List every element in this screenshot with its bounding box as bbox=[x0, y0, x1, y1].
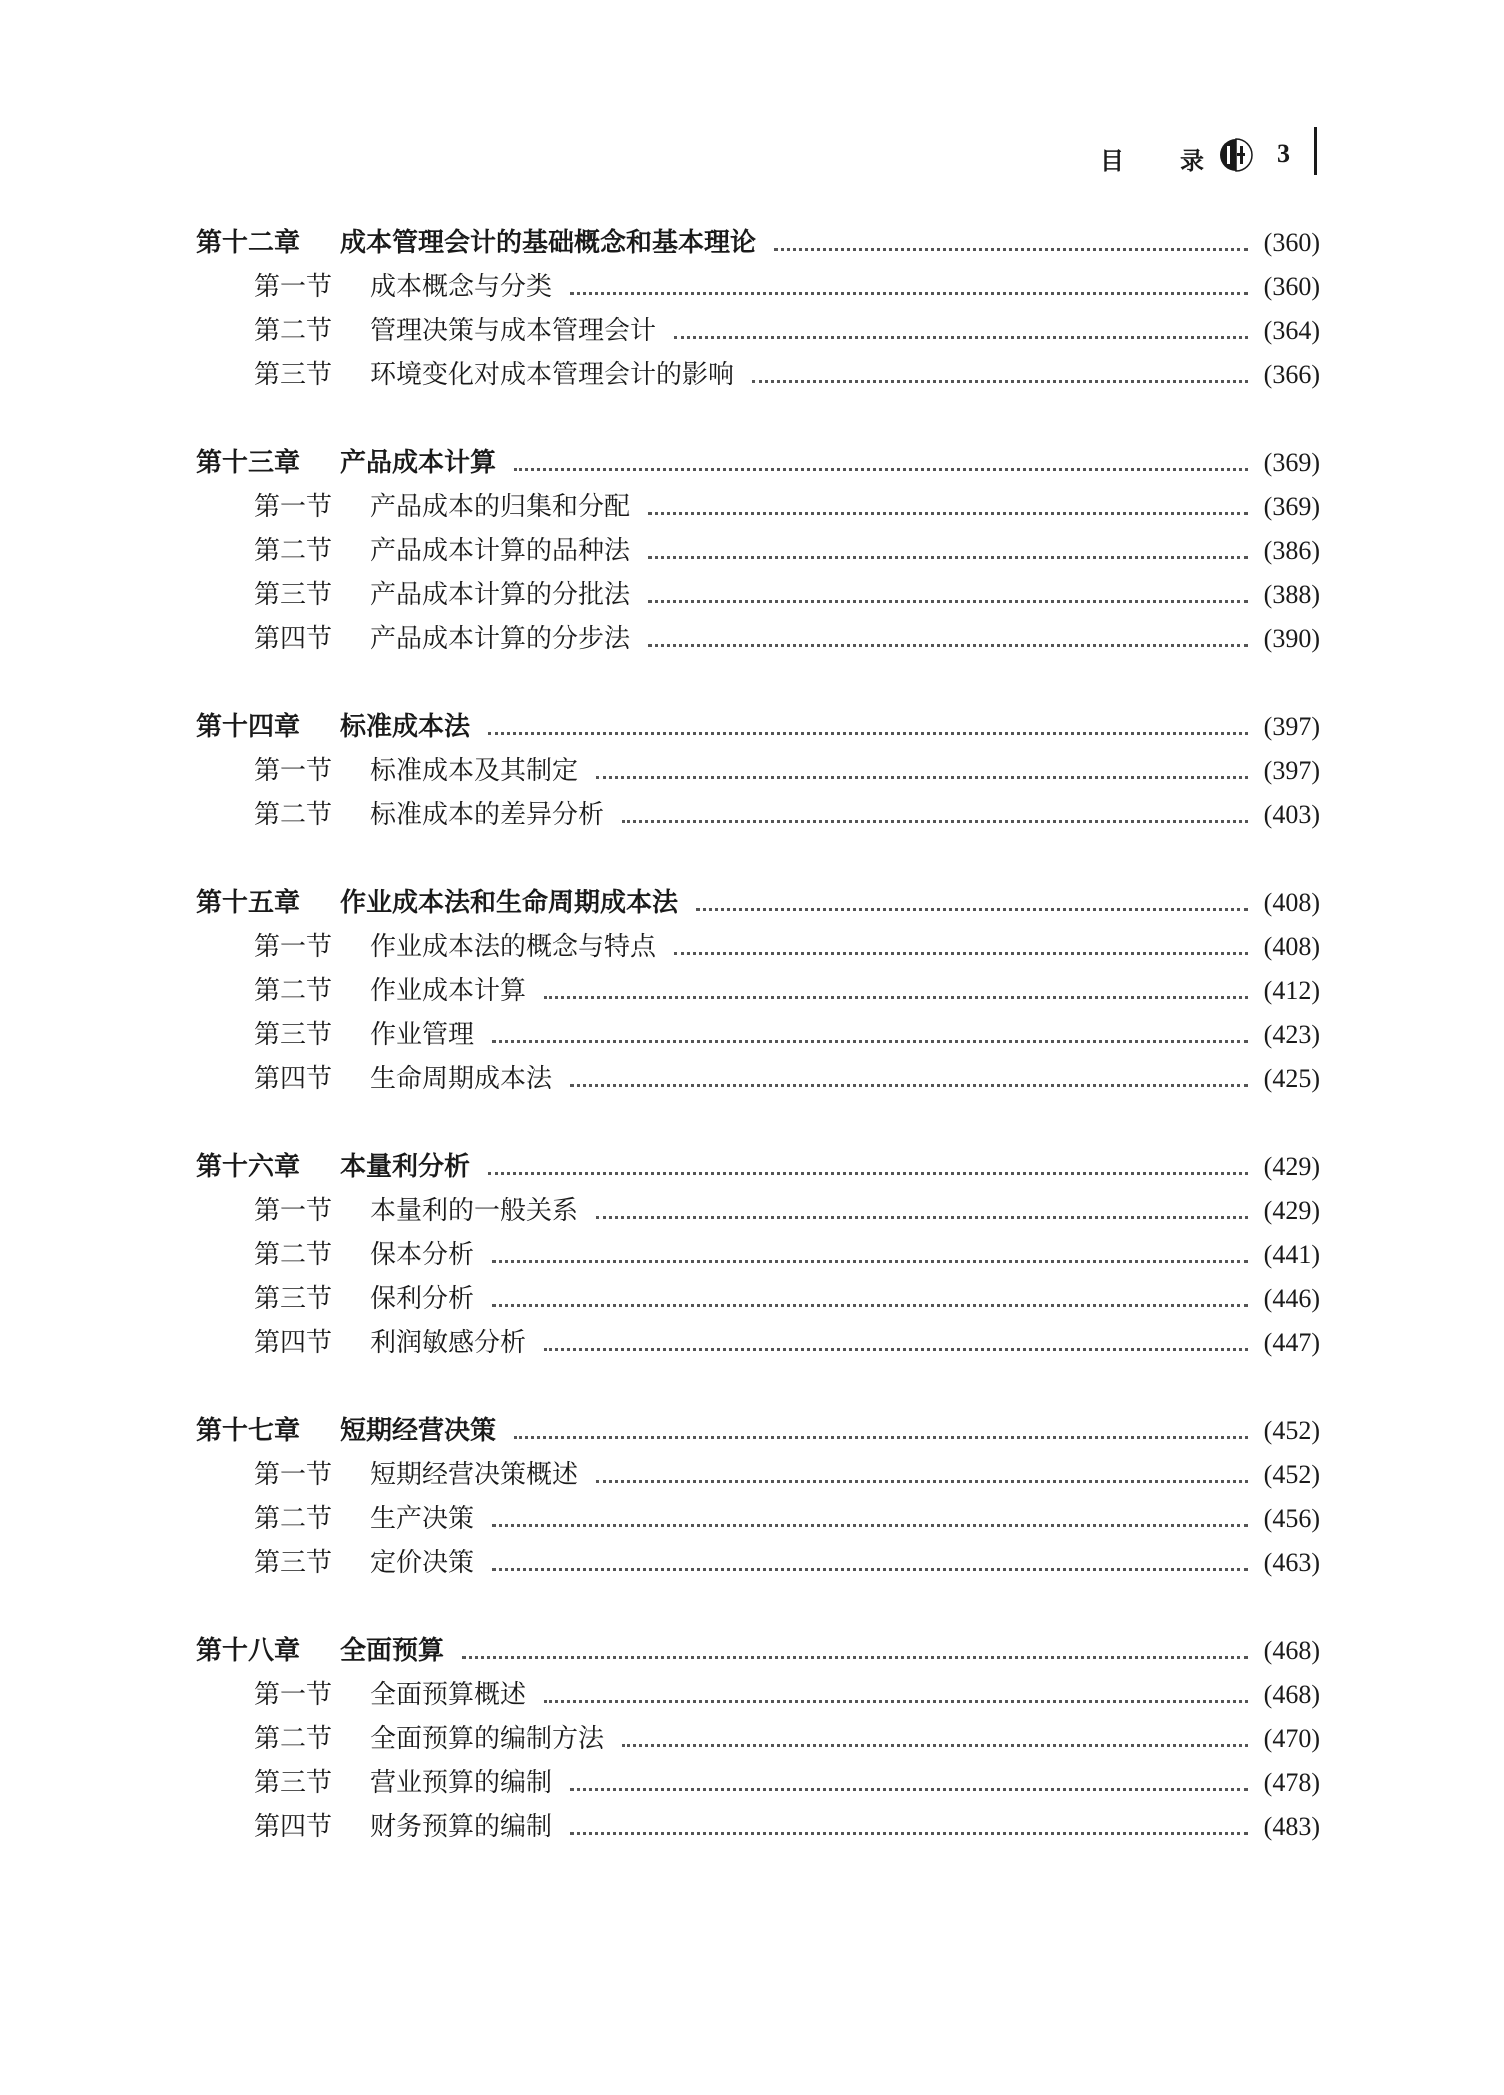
toc-section-entry[interactable] bbox=[196, 1806, 1320, 1850]
dot-leader bbox=[570, 1084, 1248, 1087]
dot-leader bbox=[622, 820, 1248, 823]
toc-chapter-entry[interactable] bbox=[196, 1630, 1320, 1674]
section-page: (388) bbox=[1263, 580, 1320, 609]
section-number: 第二节 bbox=[254, 1724, 333, 1754]
dot-leader bbox=[622, 1744, 1248, 1747]
section-number: 第一节 bbox=[254, 492, 333, 522]
section-page: (468) bbox=[1263, 1680, 1320, 1709]
section-number: 第一节 bbox=[254, 1460, 333, 1490]
chapter-block bbox=[196, 1630, 1320, 1850]
chapter-number: 第十二章 bbox=[196, 228, 301, 258]
section-number: 第二节 bbox=[254, 800, 333, 830]
dot-leader bbox=[696, 908, 1248, 911]
toc-chapter-entry[interactable] bbox=[196, 882, 1320, 926]
section-title: 保本分析 bbox=[370, 1240, 475, 1270]
toc-section-entry[interactable] bbox=[196, 1762, 1320, 1806]
dot-leader bbox=[570, 1832, 1248, 1835]
section-number: 第二节 bbox=[254, 1240, 333, 1270]
section-number: 第四节 bbox=[254, 1064, 333, 1094]
toc-section-entry[interactable] bbox=[196, 1234, 1320, 1278]
section-page: (463) bbox=[1263, 1548, 1320, 1577]
toc-chapter-entry[interactable] bbox=[196, 1410, 1320, 1454]
section-page: (397) bbox=[1263, 756, 1320, 785]
toc-section-entry[interactable] bbox=[196, 1674, 1320, 1718]
section-number: 第三节 bbox=[254, 1548, 333, 1578]
chapter-number: 第十六章 bbox=[196, 1152, 301, 1182]
section-page: (423) bbox=[1263, 1020, 1320, 1049]
toc-chapter-entry[interactable] bbox=[196, 1146, 1320, 1190]
dot-leader bbox=[648, 512, 1248, 515]
dot-leader bbox=[596, 1480, 1248, 1483]
section-page: (447) bbox=[1263, 1328, 1320, 1357]
toc-section-entry[interactable] bbox=[196, 1542, 1320, 1586]
section-number: 第二节 bbox=[254, 316, 333, 346]
section-title: 标准成本及其制定 bbox=[370, 756, 579, 786]
dot-leader bbox=[648, 556, 1248, 559]
dot-leader bbox=[514, 468, 1248, 471]
chapter-number: 第十五章 bbox=[196, 888, 301, 918]
section-number: 第三节 bbox=[254, 580, 333, 610]
toc-section-entry[interactable] bbox=[196, 1718, 1320, 1762]
header-rule bbox=[1314, 127, 1317, 175]
dot-leader bbox=[596, 1216, 1248, 1219]
chapter-number: 第十七章 bbox=[196, 1416, 301, 1446]
dot-leader bbox=[492, 1260, 1248, 1263]
toc-section-entry[interactable] bbox=[196, 1190, 1320, 1234]
chapter-page: (452) bbox=[1263, 1416, 1320, 1445]
chapter-block bbox=[196, 1146, 1320, 1366]
dot-leader bbox=[544, 1348, 1248, 1351]
section-title: 短期经营决策概述 bbox=[370, 1460, 579, 1490]
toc-section-entry[interactable] bbox=[196, 794, 1320, 838]
chapter-block bbox=[196, 706, 1320, 838]
dot-leader bbox=[596, 776, 1248, 779]
section-title: 定价决策 bbox=[370, 1548, 475, 1578]
toc-section-entry[interactable] bbox=[196, 1014, 1320, 1058]
section-title: 全面预算的编制方法 bbox=[370, 1724, 605, 1754]
section-title: 利润敏感分析 bbox=[370, 1328, 527, 1358]
section-page: (369) bbox=[1263, 492, 1320, 521]
section-number: 第四节 bbox=[254, 1812, 333, 1842]
page-number: 3 bbox=[1277, 139, 1290, 168]
dot-leader bbox=[674, 336, 1248, 339]
chapter-title: 短期经营决策 bbox=[340, 1416, 497, 1446]
section-page: (360) bbox=[1263, 272, 1320, 301]
dot-leader bbox=[544, 996, 1248, 999]
dot-leader bbox=[488, 1172, 1248, 1175]
toc-section-entry[interactable] bbox=[196, 750, 1320, 794]
section-page: (429) bbox=[1263, 1196, 1320, 1225]
toc-section-entry[interactable] bbox=[196, 310, 1320, 354]
chapter-page: (369) bbox=[1263, 448, 1320, 477]
section-page: (408) bbox=[1263, 932, 1320, 961]
dot-leader bbox=[544, 1700, 1248, 1703]
section-number: 第一节 bbox=[254, 932, 333, 962]
toc-section-entry[interactable] bbox=[196, 1058, 1320, 1102]
section-page: (470) bbox=[1263, 1724, 1320, 1753]
section-title: 营业预算的编制 bbox=[370, 1768, 553, 1798]
section-title: 作业成本计算 bbox=[370, 976, 527, 1006]
chapter-page: (468) bbox=[1263, 1636, 1320, 1665]
section-page: (412) bbox=[1263, 976, 1320, 1005]
section-number: 第一节 bbox=[254, 1680, 333, 1710]
chapter-block bbox=[196, 882, 1320, 1102]
section-title: 生产决策 bbox=[370, 1504, 475, 1534]
chapter-number: 第十八章 bbox=[196, 1636, 301, 1666]
toc-section-entry[interactable] bbox=[196, 530, 1320, 574]
toc-chapter-entry[interactable] bbox=[196, 442, 1320, 486]
section-title: 管理决策与成本管理会计 bbox=[370, 316, 657, 346]
chapter-page: (360) bbox=[1263, 228, 1320, 257]
dot-leader bbox=[462, 1656, 1248, 1659]
dot-leader bbox=[492, 1304, 1248, 1307]
section-number: 第三节 bbox=[254, 360, 333, 390]
dot-leader bbox=[570, 292, 1248, 295]
section-number: 第二节 bbox=[254, 536, 333, 566]
section-number: 第一节 bbox=[254, 272, 333, 302]
section-title: 产品成本计算的分步法 bbox=[370, 624, 631, 654]
toc-section-entry[interactable] bbox=[196, 1322, 1320, 1366]
dot-leader bbox=[752, 380, 1248, 383]
section-number: 第四节 bbox=[254, 624, 333, 654]
section-page: (456) bbox=[1263, 1504, 1320, 1533]
toc-section-entry[interactable] bbox=[196, 926, 1320, 970]
chapter-page: (429) bbox=[1263, 1152, 1320, 1181]
section-page: (441) bbox=[1263, 1240, 1320, 1269]
section-title: 保利分析 bbox=[370, 1284, 475, 1314]
section-number: 第三节 bbox=[254, 1284, 333, 1314]
dot-leader bbox=[648, 644, 1248, 647]
section-title: 本量利的一般关系 bbox=[370, 1196, 579, 1226]
toc-section-entry[interactable] bbox=[196, 970, 1320, 1014]
header-title-char-1: 目 bbox=[1100, 146, 1124, 175]
dot-leader bbox=[570, 1788, 1248, 1791]
dot-leader bbox=[492, 1040, 1248, 1043]
section-page: (446) bbox=[1263, 1284, 1320, 1313]
section-title: 产品成本计算的品种法 bbox=[370, 536, 631, 566]
section-title: 生命周期成本法 bbox=[370, 1064, 553, 1094]
toc-section-entry[interactable] bbox=[196, 354, 1320, 398]
section-page: (403) bbox=[1263, 800, 1320, 829]
publisher-logo-icon bbox=[1218, 137, 1254, 173]
dot-leader bbox=[488, 732, 1248, 735]
section-page: (425) bbox=[1263, 1064, 1320, 1093]
section-number: 第二节 bbox=[254, 1504, 333, 1534]
section-number: 第三节 bbox=[254, 1768, 333, 1798]
chapter-block bbox=[196, 1410, 1320, 1586]
section-title: 成本概念与分类 bbox=[370, 272, 553, 302]
chapter-title: 标准成本法 bbox=[340, 712, 471, 742]
chapter-title: 本量利分析 bbox=[340, 1152, 471, 1182]
section-page: (390) bbox=[1263, 624, 1320, 653]
section-page: (386) bbox=[1263, 536, 1320, 565]
toc-section-entry[interactable] bbox=[196, 486, 1320, 530]
chapter-title: 产品成本计算 bbox=[340, 448, 497, 478]
section-title: 标准成本的差异分析 bbox=[370, 800, 605, 830]
toc-chapter-entry[interactable] bbox=[196, 706, 1320, 750]
dot-leader bbox=[674, 952, 1248, 955]
section-number: 第三节 bbox=[254, 1020, 333, 1050]
chapter-number: 第十三章 bbox=[196, 448, 301, 478]
running-header bbox=[1040, 135, 1320, 183]
dot-leader bbox=[648, 600, 1248, 603]
toc-section-entry[interactable] bbox=[196, 618, 1320, 662]
section-title: 环境变化对成本管理会计的影响 bbox=[370, 360, 735, 390]
section-page: (452) bbox=[1263, 1460, 1320, 1489]
section-page: (478) bbox=[1263, 1768, 1320, 1797]
section-title: 全面预算概述 bbox=[370, 1680, 527, 1710]
header-title-char-2: 录 bbox=[1180, 146, 1204, 175]
toc-section-entry[interactable] bbox=[196, 1454, 1320, 1498]
table-of-contents bbox=[196, 222, 1320, 1894]
section-title: 产品成本计算的分批法 bbox=[370, 580, 631, 610]
dot-leader bbox=[492, 1568, 1248, 1571]
chapter-block bbox=[196, 442, 1320, 662]
section-number: 第一节 bbox=[254, 756, 333, 786]
chapter-title: 作业成本法和生命周期成本法 bbox=[340, 888, 679, 918]
section-title: 产品成本的归集和分配 bbox=[370, 492, 631, 522]
dot-leader bbox=[492, 1524, 1248, 1527]
toc-section-entry[interactable] bbox=[196, 574, 1320, 618]
chapter-number: 第十四章 bbox=[196, 712, 301, 742]
section-title: 作业管理 bbox=[370, 1020, 475, 1050]
section-page: (483) bbox=[1263, 1812, 1320, 1841]
chapter-block bbox=[196, 222, 1320, 398]
chapter-page: (408) bbox=[1263, 888, 1320, 917]
section-page: (364) bbox=[1263, 316, 1320, 345]
section-page: (366) bbox=[1263, 360, 1320, 389]
chapter-page: (397) bbox=[1263, 712, 1320, 741]
section-title: 作业成本法的概念与特点 bbox=[370, 932, 657, 962]
dot-leader bbox=[514, 1436, 1248, 1439]
toc-section-entry[interactable] bbox=[196, 266, 1320, 310]
toc-section-entry[interactable] bbox=[196, 1278, 1320, 1322]
dot-leader bbox=[774, 248, 1248, 251]
toc-chapter-entry[interactable] bbox=[196, 222, 1320, 266]
toc-section-entry[interactable] bbox=[196, 1498, 1320, 1542]
section-title: 财务预算的编制 bbox=[370, 1812, 553, 1842]
section-number: 第一节 bbox=[254, 1196, 333, 1226]
chapter-title: 全面预算 bbox=[340, 1636, 445, 1666]
chapter-title: 成本管理会计的基础概念和基本理论 bbox=[340, 228, 757, 258]
section-number: 第四节 bbox=[254, 1328, 333, 1358]
section-number: 第二节 bbox=[254, 976, 333, 1006]
